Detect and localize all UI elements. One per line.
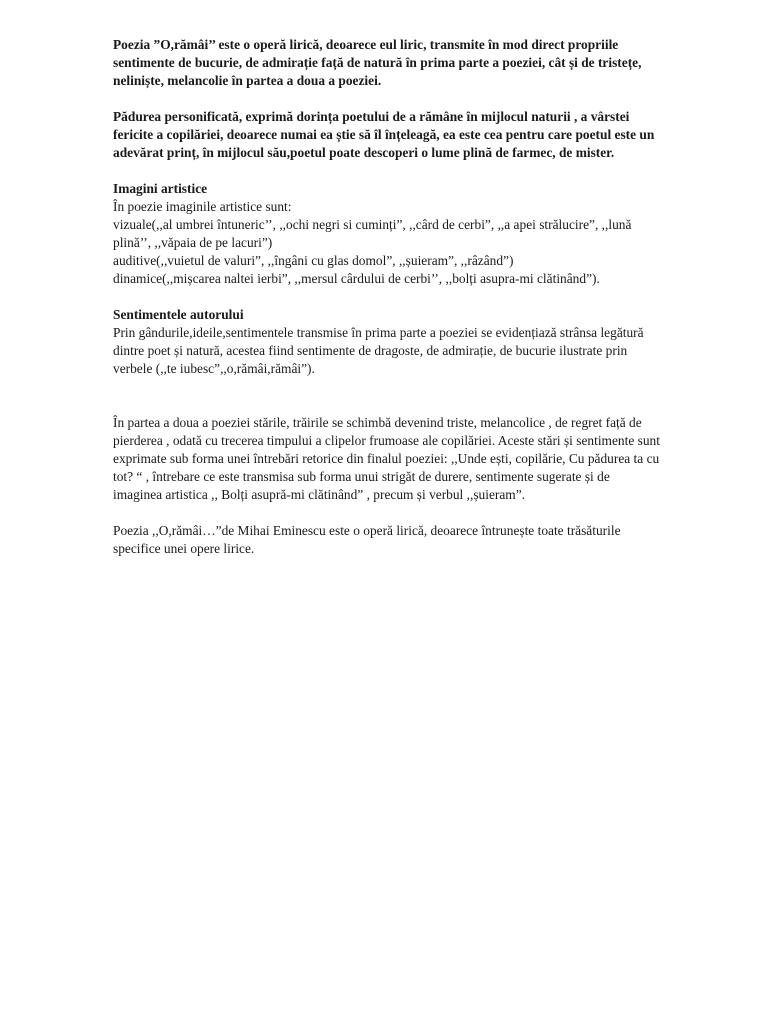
forest-paragraph: Pădurea personificată, exprimă dorința poetului de a rămâne în mijlocul naturii , a vârstei fericite a copilăriei, deoarece numai ea știe să îl înțeleagă, ea este cea pentru care poetul este un adevărat prinț, în mijlocul său,poetul poate descoperi o lume plină de farmec, de mister. xyxy=(113,109,655,160)
conclusion-paragraph: Poezia ,,O,rămâi…”de Mihai Eminescu este o operă lirică, deoarece întrunește toate trăsăturile specifice unei opere lirice. xyxy=(113,523,621,556)
sentimente-heading: Sentimentele autorului xyxy=(113,307,244,322)
imagini-vizuale: vizuale(,,al umbrei întuneric’’, ,,ochi negri si cuminți”, ,,cârd de cerbi”, ,,a apei strălucire”, ,,lună plină’’, ,,văpaia de pe lacuri”) xyxy=(113,217,632,250)
imagini-intro: În poezie imaginile artistice sunt: xyxy=(113,199,292,214)
imagini-auditive: auditive(,,vuietul de valuri”, ,,îngâni cu glas domol”, ,,șuieram”, ,,râzând”) xyxy=(113,253,514,268)
document-page xyxy=(113,36,661,558)
intro-paragraph: Poezia ”O,rămâi’’ este o operă lirică, deoarece eul liric, transmite în mod direct propriile sentimente de bucurie, de admirație față de natură în prima parte a poeziei, cât și de tristețe, neliniște, melancolie în partea a doua a poeziei. xyxy=(113,37,642,88)
sentimente-paragraph-2: În partea a doua a poeziei stările, trăirile se schimbă devenind triste, melancolice , de regret față de pierderea , odată cu trecerea timpului a clipelor frumoase ale copilăriei. Aceste stări și sentimente sunt exprimate sub forma unei întrebări retorice din finalul poeziei: ,,Unde ești, copilărie, Cu pădurea ta cu tot? “ , întrebare ce este transmisa sub forma unui strigăt de durere, sentimente sugerate și de imaginea artistica ,, Bolți asupră-mi clătinând” , precum și verbul ,,șuieram”. xyxy=(113,415,660,502)
imagini-dinamice: dinamice(,,mișcarea naltei ierbi”, ,,mersul cârdului de cerbi’’, ,,bolți asupra-mi clătinând”). xyxy=(113,271,600,286)
imagini-heading: Imagini artistice xyxy=(113,181,208,196)
sentimente-paragraph-1: Prin gândurile,ideile,sentimentele transmise în prima parte a poeziei se evidențiază strânsa legătură dintre poet și natură, acestea fiind sentimente de dragoste, de admirație, de bucurie ilustrate prin verbele (,,te iubesc”,,o,rămâi,rămâi”). xyxy=(113,325,644,376)
